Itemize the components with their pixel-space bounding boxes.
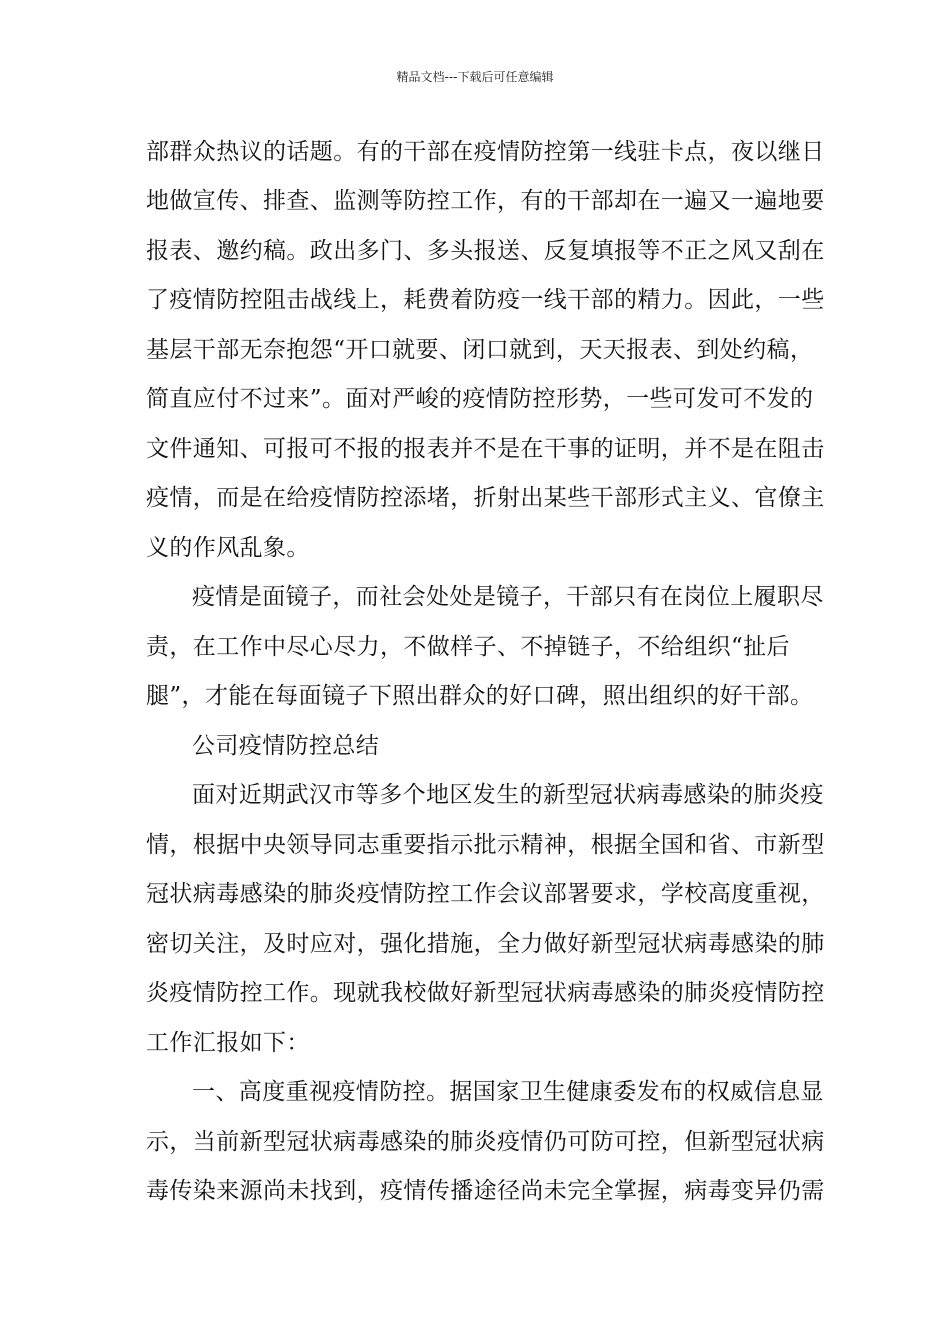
text-line: 炎疫情防控工作。现就我校做好新型冠状病毒感染的肺炎疫情防控 xyxy=(146,980,825,1006)
text-line: 腿”，才能在每面镜子下照出群众的好口碑，照出组织的好干部。 xyxy=(146,683,814,709)
text-line: 责，在工作中尽心尽力，不做样子、不掉链子，不给组织“扯后 xyxy=(146,634,790,660)
text-line: 毒传染来源尚未找到，疫情传播途径尚未完全掌握，病毒变异仍需 xyxy=(146,1178,825,1204)
text-line: 报表、邀约稿。政出多门、多头报送、反复填报等不正之风又刮在 xyxy=(146,238,825,264)
text-line: 疫情，而是在给疫情防控添堵，折射出某些干部形式主义、官僚主 xyxy=(146,485,825,511)
text-line: 情，根据中央领导同志重要指示批示精神，根据全国和省、市新型 xyxy=(146,832,825,858)
text-line: 面对近期武汉市等多个地区发生的新型冠状病毒感染的肺炎疫 xyxy=(192,782,824,808)
text-line: 部群众热议的话题。有的干部在疫情防控第一线驻卡点，夜以继日 xyxy=(146,139,825,165)
text-line: 地做宣传、排查、监测等防控工作，有的干部却在一遍又一遍地要 xyxy=(146,188,825,214)
text-line: 简直应付不过来”。面对严峻的疫情防控形势，一些可发可不发的 xyxy=(146,386,814,412)
text-line: 冠状病毒感染的肺炎疫情防控工作会议部署要求，学校高度重视， xyxy=(146,881,825,907)
text-line: 工作汇报如下： xyxy=(146,1030,310,1056)
section-title: 公司疫情防控总结 xyxy=(192,733,380,759)
text-line: 疫情是面镜子，而社会处处是镜子，干部只有在岗位上履职尽 xyxy=(192,584,824,610)
text-line: 文件通知、可报可不报的报表并不是在干事的证明，并不是在阻击 xyxy=(146,436,825,462)
page-header: 精品文档---下载后可任意编辑 xyxy=(396,70,554,84)
text-line: 示，当前新型冠状病毒感染的肺炎疫情仍可防可控，但新型冠状病 xyxy=(146,1129,825,1155)
text-line: 了疫情防控阻击战线上，耗费着防疫一线干部的精力。因此，一些 xyxy=(146,287,825,313)
text-line: 基层干部无奈抱怨“开口就要、闭口就到，天天报表、到处约稿， xyxy=(146,337,814,363)
text-line: 密切关注，及时应对，强化措施，全力做好新型冠状病毒感染的肺 xyxy=(146,931,825,957)
text-line: 义的作风乱象。 xyxy=(146,535,310,561)
text-line: 一、高度重视疫情防控。据国家卫生健康委发布的权威信息显 xyxy=(192,1079,824,1105)
